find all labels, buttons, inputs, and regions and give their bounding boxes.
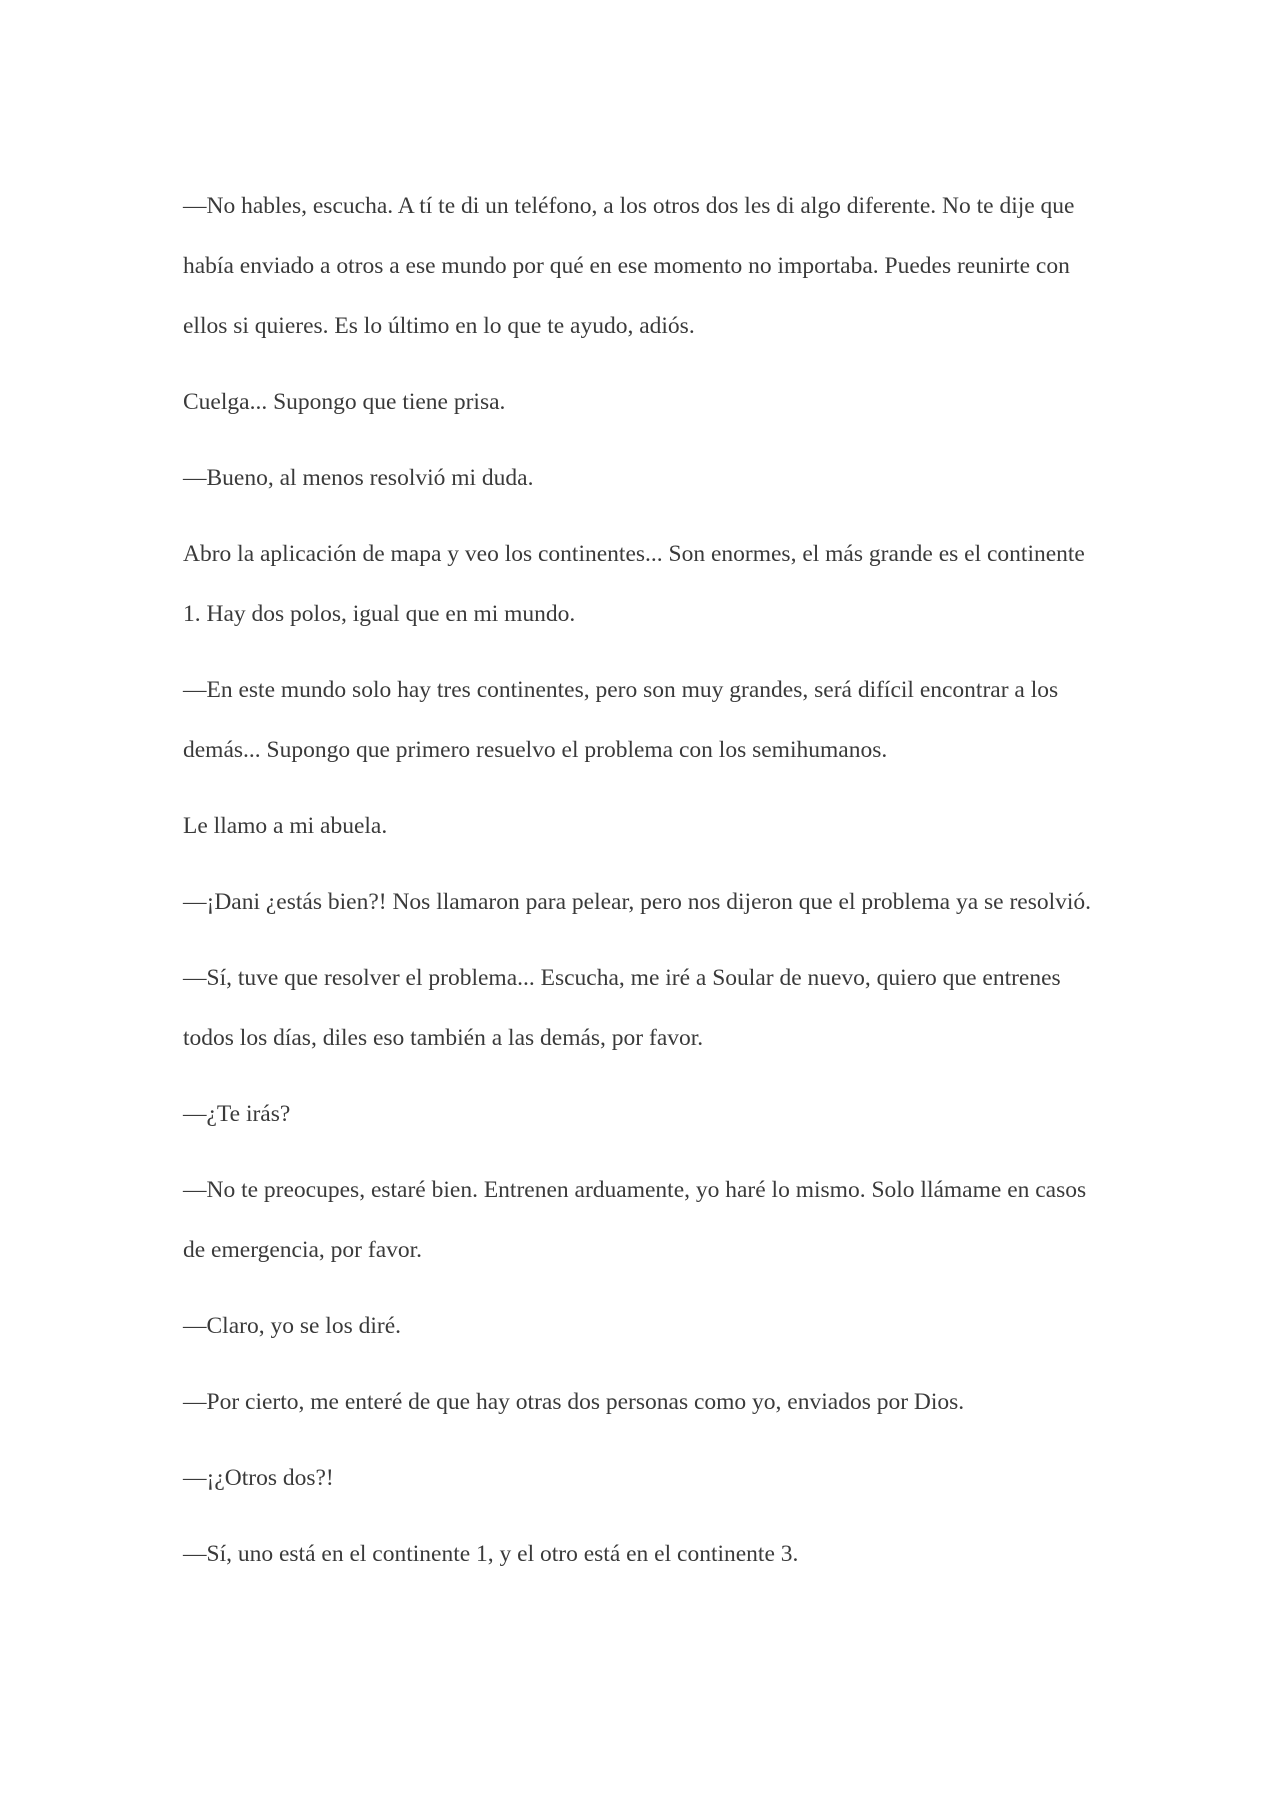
paragraph-6: Le llamo a mi abuela. bbox=[183, 813, 388, 839]
paragraph-12: —Por cierto, me enteré de que hay otras dos personas como yo, enviados por Dios. bbox=[183, 1389, 965, 1415]
paragraph-5: —En este mundo solo hay tres continentes, pero son muy grandes, será difícil encontrar a los demás... Supongo que primero resuelvo el problema con los semihumanos. bbox=[183, 677, 1059, 763]
paragraph-14: —Sí, uno está en el continente 1, y el otro está en el continente 3. bbox=[183, 1541, 799, 1567]
paragraph-9: —¿Te irás? bbox=[183, 1101, 291, 1127]
paragraph-11: —Claro, yo se los diré. bbox=[183, 1313, 401, 1339]
paragraph-2: Cuelga... Supongo que tiene prisa. bbox=[183, 389, 506, 415]
paragraph-4: Abro la aplicación de mapa y veo los continentes... Son enormes, el más grande es el continente 1. Hay dos polos, igual que en mi mundo. bbox=[183, 541, 1085, 627]
paragraph-1: —No hables, escucha. A tí te di un teléfono, a los otros dos les di algo diferente. No te dije que había enviado a otros a ese mundo por qué en ese momento no importaba. Puedes reunirte con ellos si quieres. Es lo último en lo que te ayudo, adiós. bbox=[183, 193, 1075, 339]
paragraph-3: —Bueno, al menos resolvió mi duda. bbox=[183, 465, 534, 491]
document-body bbox=[183, 176, 1103, 1600]
paragraph-8: —Sí, tuve que resolver el problema... Escucha, me iré a Soular de nuevo, quiero que entrenes todos los días, diles eso también a las demás, por favor. bbox=[183, 965, 1061, 1051]
paragraph-13: —¡¿Otros dos?! bbox=[183, 1465, 334, 1491]
paragraph-7: —¡Dani ¿estás bien?! Nos llamaron para pelear, pero nos dijeron que el problema ya se resolvió. bbox=[183, 889, 1092, 915]
paragraph-10: —No te preocupes, estaré bien. Entrenen arduamente, yo haré lo mismo. Solo llámame en casos de emergencia, por favor. bbox=[183, 1177, 1087, 1263]
